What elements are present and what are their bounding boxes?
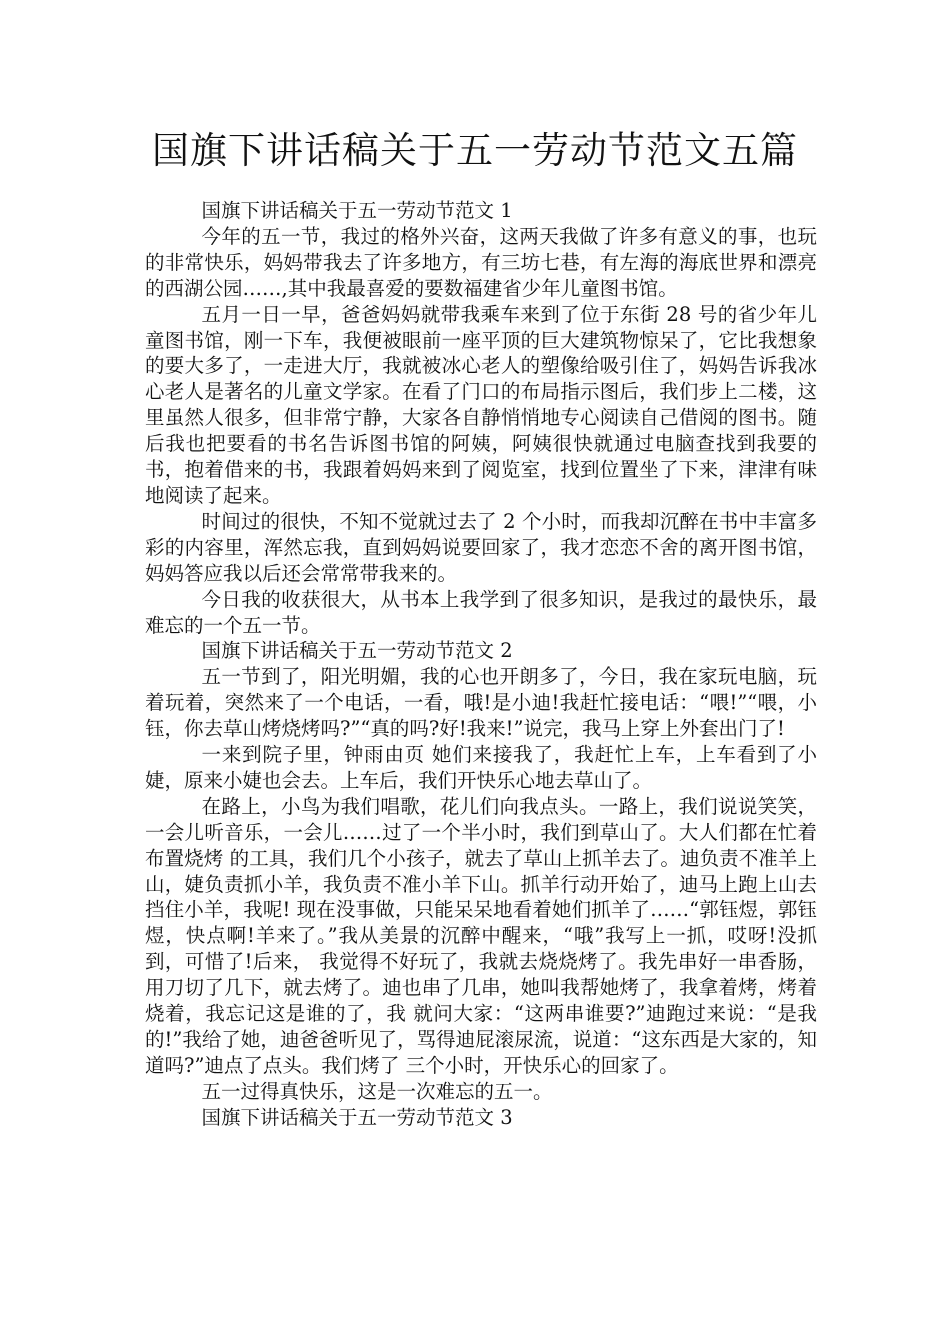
section-heading-1: 国旗下讲话稿关于五一劳动节范文 1 bbox=[201, 199, 513, 222]
paragraph: 在路上，小鸟为我们唱歌，花儿们向我点头。一路上，我们说说笑笑，一会儿听音乐，一会儿……过了一个半小时，我们到草山了。大人们都在忙着布置烧烤 的工具，我们几个小孩子，就去了草山上抓羊去了。迪负责不准羊上山，婕负责抓小羊，我负责不准小羊下山。抓羊行动开始了，迪马上跑上山去挡住小羊，我呢! 现在没事做，只能呆呆地看着她们抓羊了……“郭钰煜，郭钰煜，快点啊!羊来了。”我从美景的沉醉中醒来，“哦”我写上一抓，哎呀!没抓到，可惜了!后来， 我觉得不好玩了，我就去烧烧烤了。我先串好一串香肠，用刀切了几下，就去烤了。迪也串了几串，她叫我帮她烤了，我拿着烤，烤着烧着，我忘记这是谁的了，我 就问大家：“这两串谁要?”迪跑过来说：“是我的!”我给了她，迪爸爸听见了，骂得迪屁滚尿流，说道：“这东西是大家的，知道吗?”迪点了点头。我们烤了 三个小时，开快乐心的回家了。 bbox=[145, 794, 817, 1077]
paragraph: 五一节到了，阳光明媚，我的心也开朗多了，今日，我在家玩电脑，玩着玩着，突然来了一个电话，一看，哦!是小迪!我赶忙接电话：“喂!”“喂，小钰，你去草山烤烧烤吗?”“真的吗?好!我来!”说完，我马上穿上外套出门了! bbox=[145, 665, 817, 741]
paragraph: 五一过得真快乐，这是一次难忘的五一。 bbox=[201, 1079, 553, 1103]
paragraph: 五月一日一早，爸爸妈妈就带我乘车来到了位于东街 28 号的省少年儿童图书馆，刚一下车，我便被眼前一座平顶的巨大建筑物惊呆了，它比我想象的要大多了，一走进大厅，我就被冰心老人的塑像给吸引住了，妈妈告诉我冰心老人是著名的儿童文学家。在看了门口的布局指示图后，我们步上二楼，这里虽然人很多，但非常宁静，大家各自静悄悄地专心阅读自己借阅的图书。随后我也把要看的书名告诉图书馆的阿姨，阿姨很快就通过电脑查找到我要的书，抱着借来的书，我跟着妈妈来到了阅览室，找到位置坐了下来，津津有味地阅读了起来。 bbox=[145, 302, 817, 507]
paragraph: 时间过的很快，不知不觉就过去了 2 个小时，而我却沉醉在书中丰富多彩的内容里，浑然忘我，直到妈妈说要回家了，我才恋恋不舍的离开图书馆，妈妈答应我以后还会常常带我来的。 bbox=[145, 509, 817, 585]
document-body bbox=[145, 198, 817, 1131]
paragraph: 今日我的收获很大，从书本上我学到了很多知识，是我过的最快乐，最难忘的一个五一节。 bbox=[145, 587, 817, 637]
section-heading-2: 国旗下讲话稿关于五一劳动节范文 2 bbox=[201, 639, 513, 663]
paragraph: 一来到院子里，钟雨由页 她们来接我了，我赶忙上车，上车看到了小婕，原来小婕也会去。上车后，我们开快乐心地去草山了。 bbox=[145, 743, 817, 792]
paragraph: 今年的五一节，我过的格外兴奋，这两天我做了许多有意义的事，也玩的非常快乐，妈妈带我去了许多地方，有三坊七巷，有左海的海底世界和漂亮的西湖公园……,其中我最喜爱的要数福建省少年儿童图书馆。 bbox=[145, 224, 817, 300]
document-title: 国旗下讲话稿关于五一劳动节范文五篇 bbox=[152, 129, 798, 172]
section-heading-3: 国旗下讲话稿关于五一劳动节范文 3 bbox=[201, 1105, 513, 1129]
